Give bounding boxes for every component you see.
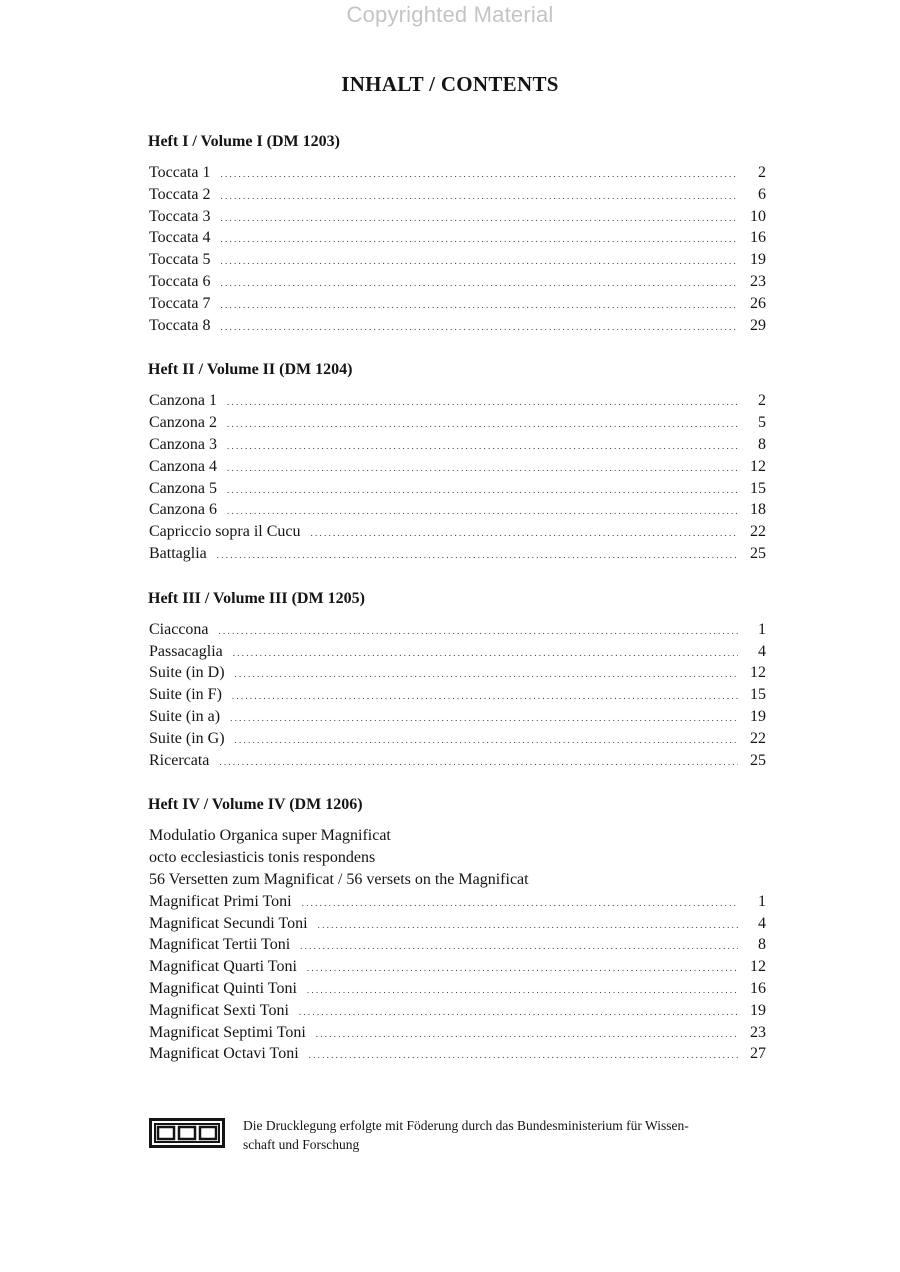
dot-leader	[300, 936, 738, 958]
dot-leader	[299, 1002, 738, 1024]
dot-leader	[307, 980, 738, 1002]
toc-entry	[149, 249, 766, 271]
entry-page: 26	[750, 294, 766, 312]
dot-leader	[227, 414, 738, 436]
toc-entry	[149, 1000, 766, 1022]
entry-page: 12	[750, 664, 766, 682]
toc-entry	[149, 1022, 766, 1044]
table-of-contents	[149, 130, 766, 1087]
toc-entry	[149, 206, 766, 228]
toc-entry	[149, 543, 766, 565]
section-volume-3	[149, 587, 766, 772]
section-heading: Heft III / Volume III (DM 1205)	[148, 589, 365, 607]
dot-leader	[233, 643, 738, 665]
dot-leader	[219, 621, 738, 643]
dot-leader	[311, 523, 738, 545]
toc-entry	[149, 271, 766, 293]
entry-title: Magnificat Quinti Toni	[149, 979, 297, 997]
toc-entry	[149, 750, 766, 772]
entry-page: 22	[750, 729, 766, 747]
dot-leader	[221, 229, 738, 251]
entry-page: 8	[758, 435, 766, 453]
entry-title: Canzona 1	[149, 392, 217, 410]
entry-title: Magnificat Sexti Toni	[149, 1001, 289, 1019]
section-intro-line: 56 Versetten zum Magnificat / 56 versets on the Magnificat	[149, 870, 529, 888]
section-intro-line: Modulatio Organica super Magnificat	[149, 827, 391, 845]
entry-page: 8	[758, 936, 766, 954]
toc-entry	[149, 315, 766, 337]
entry-title: Passacaglia	[149, 642, 223, 660]
dot-leader	[221, 317, 738, 339]
entry-page: 22	[750, 523, 766, 541]
entry-page: 23	[750, 1023, 766, 1041]
dot-leader	[318, 915, 738, 937]
section-heading: Heft I / Volume I (DM 1203)	[148, 133, 340, 150]
entry-title: Suite (in F)	[149, 686, 222, 704]
copyright-watermark: Copyrighted Material	[346, 2, 554, 27]
dot-leader	[227, 480, 738, 502]
toc-entry	[149, 227, 766, 249]
entry-title: Ciaccona	[149, 620, 209, 638]
entry-title: Suite (in G)	[149, 729, 225, 747]
entry-title: Toccata 4	[149, 229, 211, 247]
entry-title: Toccata 5	[149, 251, 211, 269]
page-title: INHALT / CONTENTS	[341, 72, 559, 96]
entry-page: 1	[758, 892, 766, 910]
entry-title: Magnificat Septimi Toni	[149, 1023, 306, 1041]
funding-text	[243, 1116, 689, 1154]
entry-title: Canzona 2	[149, 414, 217, 432]
section-intro-line: octo ecclesiasticis tonis respondens	[149, 849, 376, 867]
dot-leader	[217, 545, 738, 567]
toc-entry	[149, 456, 766, 478]
section-volume-2	[149, 358, 766, 564]
toc-entry	[149, 162, 766, 184]
entry-page: 25	[750, 751, 766, 769]
entry-page: 25	[750, 544, 766, 562]
entry-title: Canzona 6	[149, 501, 217, 519]
entry-title: Canzona 3	[149, 435, 217, 453]
toc-entry	[149, 978, 766, 1000]
entry-title: Magnificat Quarti Toni	[149, 958, 297, 976]
toc-entry	[149, 706, 766, 728]
entry-title: Toccata 6	[149, 272, 211, 290]
entry-page: 4	[758, 914, 766, 932]
toc-entry	[149, 390, 766, 412]
dot-leader	[316, 1024, 738, 1046]
dot-leader	[221, 273, 738, 295]
dot-leader	[232, 686, 738, 708]
entry-title: Toccata 7	[149, 294, 211, 312]
toc-entry	[149, 499, 766, 521]
dot-leader	[221, 251, 738, 273]
funding-note	[149, 1116, 769, 1154]
entry-page: 12	[750, 958, 766, 976]
toc-entry	[149, 956, 766, 978]
entry-page: 19	[750, 1001, 766, 1019]
dot-leader	[221, 164, 738, 186]
entry-page: 23	[750, 272, 766, 290]
entry-page: 1	[758, 620, 766, 638]
dot-leader	[221, 295, 738, 317]
dot-leader	[221, 208, 738, 230]
entry-title: Toccata 3	[149, 207, 211, 225]
entry-title: Magnificat Primi Toni	[149, 892, 292, 910]
toc-entry	[149, 934, 766, 956]
section-heading: Heft IV / Volume IV (DM 1206)	[148, 796, 363, 814]
entry-page: 19	[750, 707, 766, 725]
dot-leader	[309, 1045, 738, 1067]
dot-leader	[307, 958, 738, 980]
toc-entry	[149, 684, 766, 706]
dot-leader	[230, 708, 738, 730]
entry-page: 4	[758, 642, 766, 660]
toc-entry	[149, 184, 766, 206]
entry-page: 2	[758, 164, 766, 181]
toc-entry	[149, 891, 766, 913]
toc-entry	[149, 1043, 766, 1065]
entry-page: 15	[750, 686, 766, 704]
funding-text-line: schaft und Forschung	[243, 1137, 360, 1152]
funding-text-line: Die Drucklegung erfolgte mit Föderung durch das Bundesministerium für Wissen-	[243, 1118, 689, 1133]
entry-title: Toccata 8	[149, 316, 211, 334]
dot-leader	[221, 186, 738, 208]
entry-page: 6	[758, 185, 766, 203]
section-heading: Heft II / Volume II (DM 1204)	[148, 361, 353, 379]
entry-title: Magnificat Octavi Toni	[149, 1045, 299, 1063]
entry-page: 2	[758, 392, 766, 410]
toc-entry	[149, 293, 766, 315]
entry-title: Magnificat Tertii Toni	[149, 936, 291, 954]
dot-leader	[235, 664, 738, 686]
entry-page: 16	[750, 229, 766, 247]
entry-page: 18	[750, 501, 766, 519]
entry-title: Ricercata	[149, 751, 210, 769]
section-volume-1	[149, 130, 766, 336]
entry-page: 27	[750, 1045, 766, 1063]
toc-entry	[149, 913, 766, 935]
entry-title: Suite (in a)	[149, 707, 221, 725]
entry-title: Magnificat Secundi Toni	[149, 914, 308, 932]
entry-title: Capriccio sopra il Cucu	[149, 523, 301, 541]
toc-entry	[149, 662, 766, 684]
dot-leader	[227, 458, 738, 480]
entry-page: 5	[758, 414, 766, 432]
entry-page: 29	[750, 316, 766, 334]
entry-title: Canzona 4	[149, 457, 217, 475]
dot-leader	[302, 893, 738, 915]
toc-entry	[149, 619, 766, 641]
entry-title: Battaglia	[149, 544, 207, 562]
entry-title: Suite (in D)	[149, 664, 225, 682]
dot-leader	[219, 752, 738, 774]
toc-entry	[149, 728, 766, 750]
section-volume-4	[149, 793, 766, 1065]
dot-leader	[227, 436, 738, 458]
toc-entry	[149, 434, 766, 456]
entry-page: 19	[750, 251, 766, 269]
dot-leader	[227, 501, 738, 523]
ministry-logo-icon	[149, 1118, 225, 1148]
entry-page: 15	[750, 479, 766, 497]
entry-title: Canzona 5	[149, 479, 217, 497]
toc-entry	[149, 521, 766, 543]
entry-page: 16	[750, 979, 766, 997]
entry-page: 10	[750, 207, 766, 225]
entry-title: Toccata 2	[149, 185, 211, 203]
entry-page: 12	[750, 457, 766, 475]
toc-entry	[149, 478, 766, 500]
toc-entry	[149, 412, 766, 434]
dot-leader	[235, 730, 738, 752]
toc-entry	[149, 641, 766, 663]
dot-leader	[227, 392, 738, 414]
entry-title: Toccata 1	[149, 164, 211, 181]
